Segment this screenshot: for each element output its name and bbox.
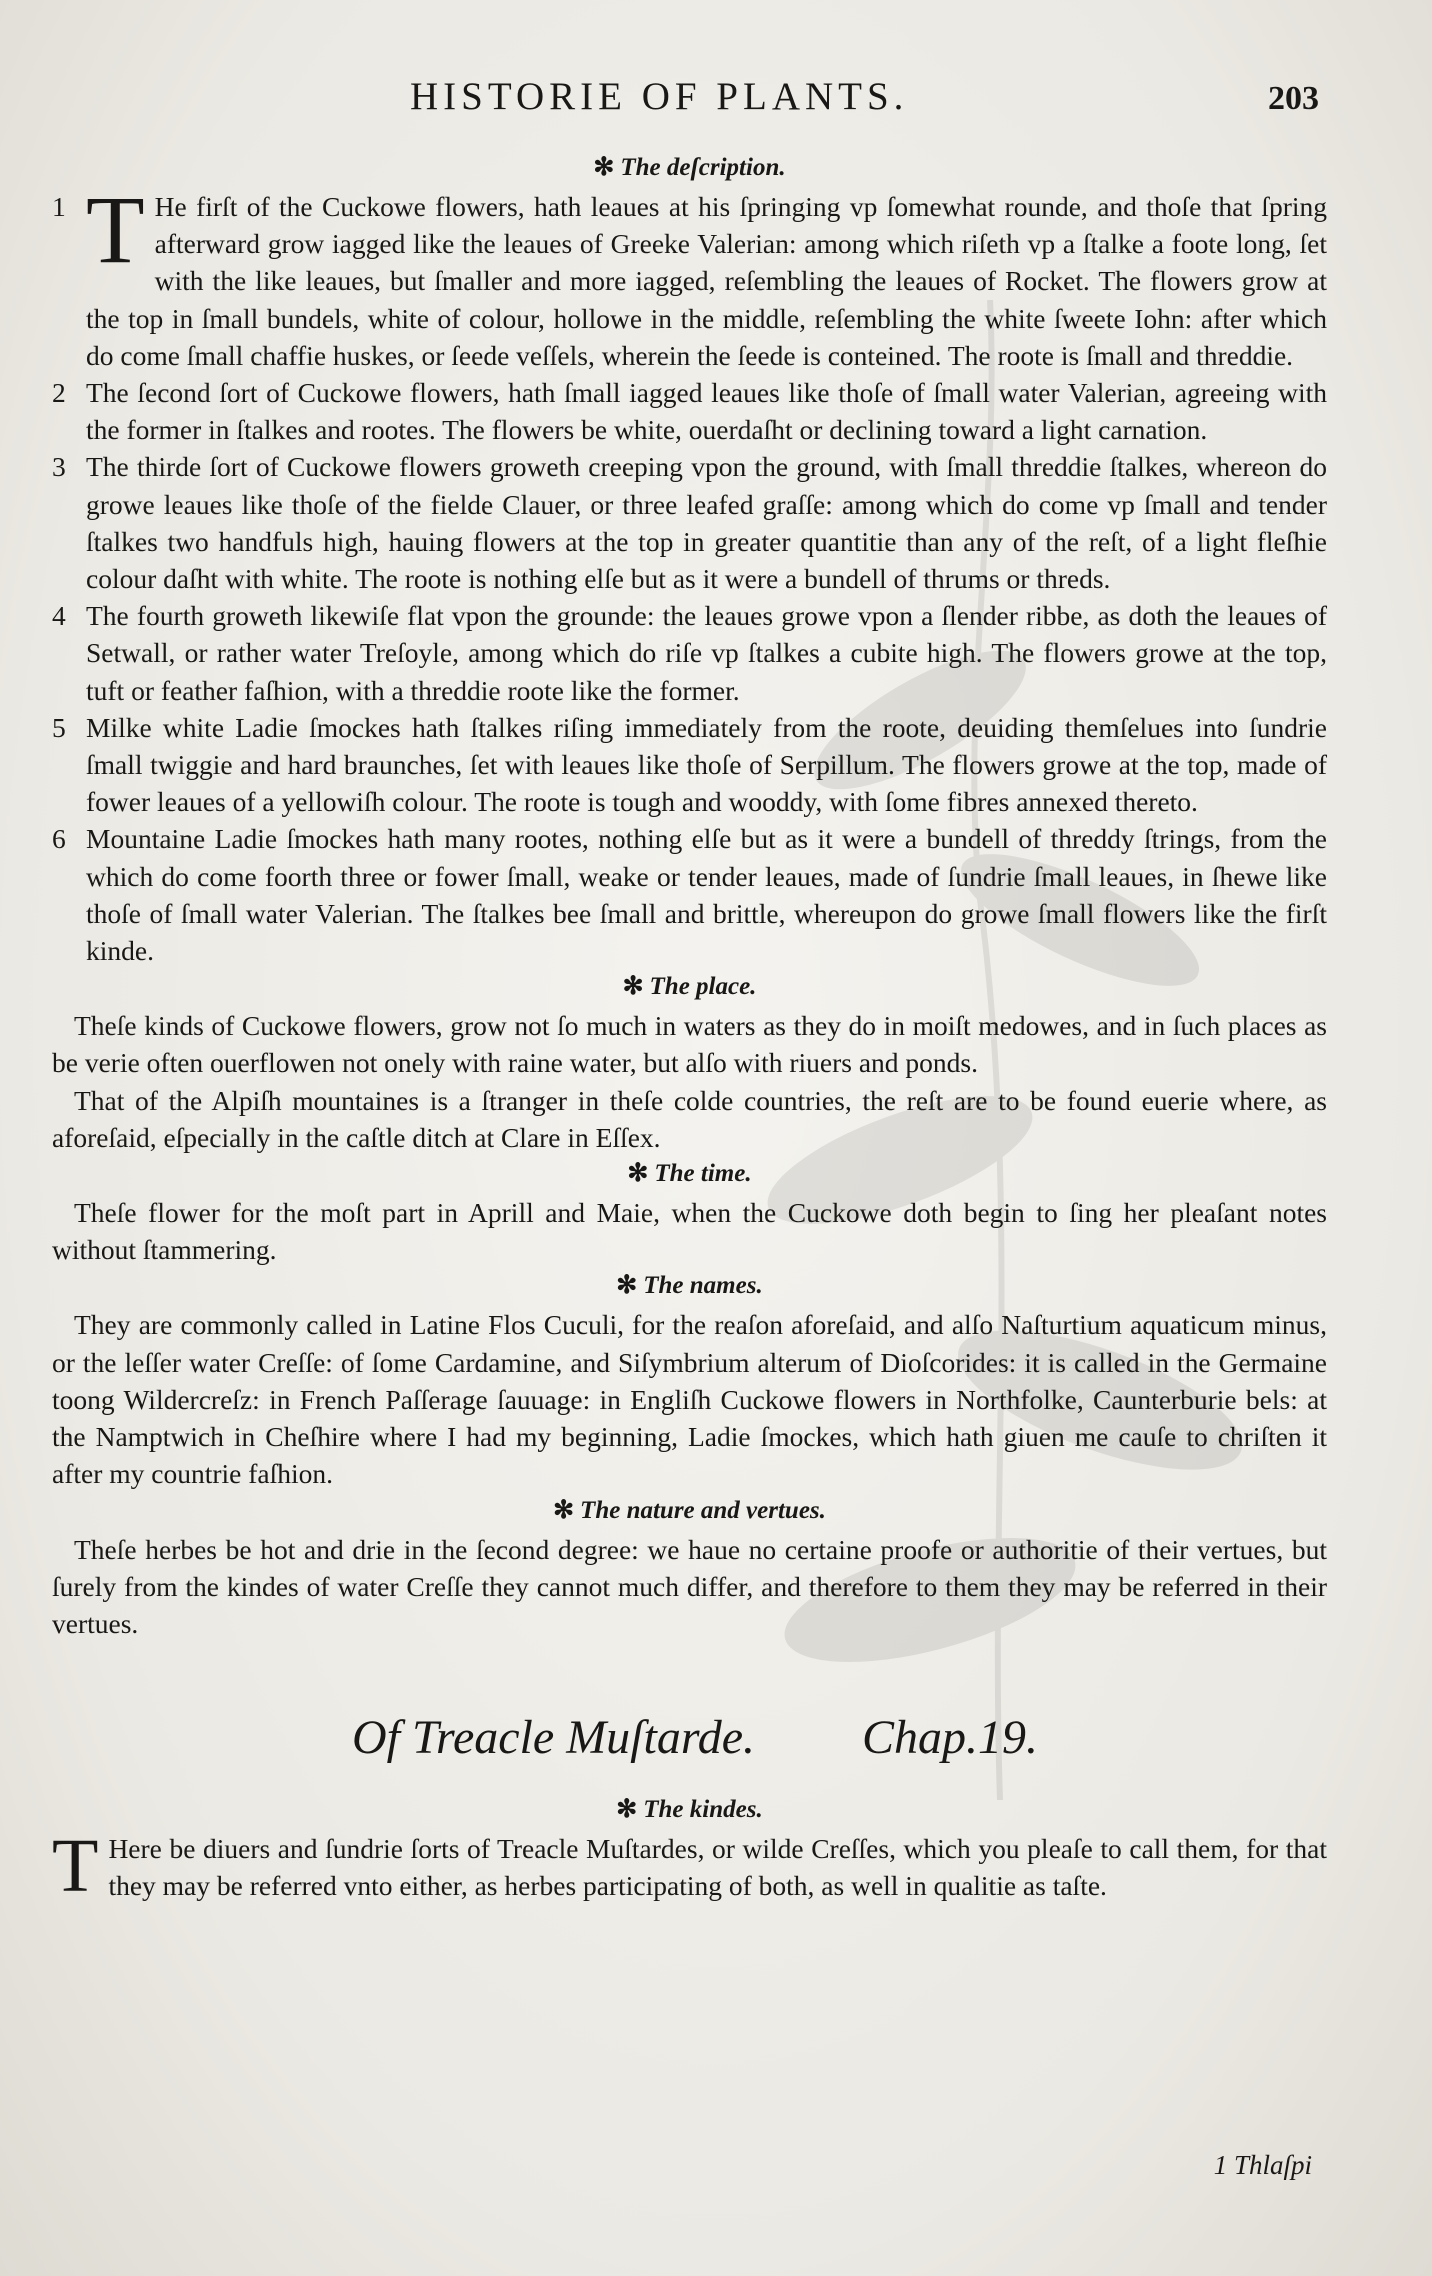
paragraph-text: The ſecond ſort of Cuckowe flowers, hath ſmall iagged leaues like thoſe of ſmall water Valerian, agreeing with the former in ſtalkes and rootes. The flowers be white, ouerdaſht or declining toward a light carnation.	[86, 377, 1327, 446]
names-heading: ✻ The names.	[616, 1272, 763, 1300]
chapter-title: Of Treacle Muſtarde.	[352, 1711, 756, 1765]
nature-paragraph-1: Theſe herbes be hot and drie in the ſecond degree: we haue no certaine proofe or authoritie of their vertues, but ſurely from the kindes of water Creſſe they cannot much differ, and therefore to them they may be referred in their vertues.	[52, 1533, 1327, 1639]
names-paragraph-1: They are commonly called in Latine Flos Cuculi, for the reaſon aforeſaid, and alſo Naſturtium aquaticum minus, or the leſſer water Creſſe: of ſome Cardamine, and Siſymbrium alterum of Dioſcorides: it is called in the Germaine toong Wildercreſz: in French Paſſerage ſauuage: in Engliſh Cuckowe flowers in Northfolke, Caunterburie bels: at the Namptwich in Cheſhire where I had my beginning, Ladie ſmockes, which hath giuen me cauſe to chriſten it after my countrie faſhion.	[52, 1309, 1327, 1490]
drop-cap: T	[86, 176, 145, 283]
paragraph-number: 4	[52, 600, 66, 632]
chapter-number: Chap.19.	[862, 1711, 1039, 1765]
chapter-heading	[52, 1682, 1327, 1792]
asterism-icon: ✻	[593, 154, 615, 181]
place-paragraph-2: That of the Alpiſh mountaines is a ſtranger in theſe colde countries, the reſt are to be found euerie where, as aforeſaid, eſpecially in the caſtle ditch at Clare in Eſſex.	[52, 1084, 1327, 1153]
asterism-icon: ✻	[627, 1160, 649, 1188]
drop-cap: T	[52, 1824, 99, 1909]
description-paragraph-3	[52, 448, 1327, 597]
kindes-paragraph	[52, 1824, 1327, 1909]
paragraph-text: Mountaine Ladie ſmockes hath many rootes, nothing elſe but as it were a bundell of threddy ſtrings, from the which do come foorth three or fower ſmall, weake or tender leaues, made of ſundrie ſmall leaues, in ſhewe like thoſe of ſmall water Valerian. The ſtalkes bee ſmall and brittle, whereupon do growe ſmall flowers like the firſt kinde.	[86, 823, 1327, 967]
nature-heading: ✻ The nature and vertues.	[553, 1496, 826, 1524]
paragraph-text: He firſt of the Cuckowe flowers, hath leaues at his ſpringing vp ſomewhat rounde, and thoſe that ſpring afterward grow iagged like the leaues of Greeke Valerian: among which riſeth vp a ſtalke a foote long, ſet with the like leaues, but ſmaller and more iagged, reſembling the leaues of Rocket. The flowers grow at the top in ſmall bundels, white of colour, hollowe in the middle, reſembling the white ſweete Iohn: after which do come ſmall chaffie huskes, or ſeede veſſels, wherein the ſeede is conteined. The roote is ſmall and threddie.	[86, 191, 1327, 371]
paragraph-number: 2	[52, 377, 66, 409]
paragraph-text: Here be diuers and ſundrie ſorts of Treacle Muſtardes, or wilde Creſſes, which you pleaſe to call them, for that they may be referred vnto either, as herbes participating of both, as well in qualitie as taſte.	[108, 1833, 1327, 1902]
running-head: HISTORIE OF PLANTS.	[410, 75, 909, 118]
kindes-heading: ✻ The kindes.	[616, 1796, 763, 1824]
page-header	[0, 70, 1432, 130]
time-heading: ✻ The time.	[627, 1160, 752, 1188]
catchword: 1 Thlaſpi	[1213, 2150, 1312, 2180]
asterism-icon: ✻	[553, 1496, 575, 1524]
paragraph-text: The thirde ſort of Cuckowe flowers groweth creeping vpon the ground, with ſmall threddie ſtalkes, whereon do growe leaues like thoſe of the fielde Clauer, or three leafed graſſe: among which do come vp ſmall and tender ſtalkes two handfuls high, hauing flowers at the top in greater quantitie than any of the reſt, of a light fleſhie colour daſht with white. The roote is nothing elſe but as it were a bundell of thrums or threds.	[86, 451, 1327, 595]
paragraph-text: Milke white Ladie ſmockes hath ſtalkes riſing immediately from the roote, deuiding themſelues into ſundrie ſmall twiggie and hard braunches, ſet with leaues like thoſe of Serpillum. The flowers growe at the top, made of fower leaues of a yellowiſh colour. The roote is tough and wooddy, with ſome fibres annexed thereto.	[86, 711, 1327, 818]
asterism-icon: ✻	[622, 973, 644, 1001]
description-paragraph-2	[52, 374, 1327, 448]
description-paragraph-6	[52, 820, 1327, 969]
place-paragraph-1: Theſe kinds of Cuckowe flowers, grow not ſo much in waters as they do in moiſt medowes, and in ſuch places as be verie often ouerflowen not onely with raine water, but alſo with riuers and ponds.	[52, 1010, 1327, 1079]
description-heading: ✻ The deſcription.	[593, 154, 786, 181]
paragraph-number: 3	[52, 451, 66, 483]
paragraph-number: 1	[52, 191, 66, 222]
time-paragraph-1: Theſe flower for the moſt part in Aprill and Maie, when the Cuckowe doth begin to ſing her pleaſant notes without ſtammering.	[52, 1197, 1327, 1266]
description-paragraph-5	[52, 709, 1327, 821]
paragraph-text: The fourth groweth likewiſe flat vpon the grounde: the leaues growe vpon a ſlender ribbe, as doth the leaues of Setwall, or rather water Treſoyle, among which do riſe vp ſtalkes a cubite high. The flowers growe at the top, tuft or feather faſhion, with a threddie roote like the former.	[86, 600, 1327, 706]
place-heading: ✻ The place.	[622, 973, 757, 1001]
description-paragraph-4	[52, 597, 1327, 709]
page-number: 203	[1268, 80, 1319, 117]
text-block	[52, 150, 1327, 1909]
description-paragraph-1	[52, 176, 1327, 374]
paragraph-number: 6	[52, 823, 66, 855]
paragraph-number: 5	[52, 711, 66, 743]
asterism-icon: ✻	[616, 1796, 638, 1824]
asterism-icon: ✻	[616, 1272, 638, 1300]
